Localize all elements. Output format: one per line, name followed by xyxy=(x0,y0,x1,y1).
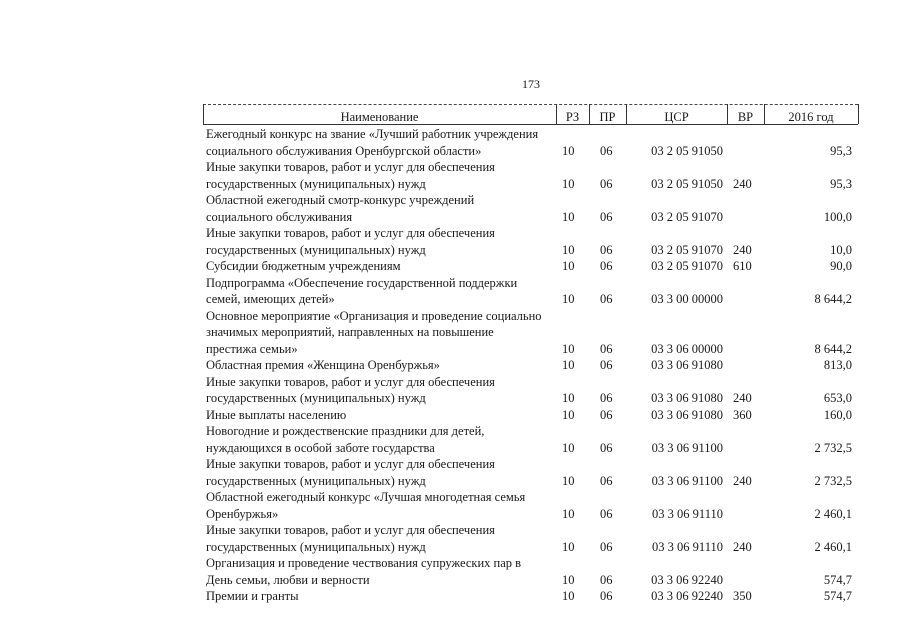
row-name-line: социального обслуживания xyxy=(206,209,353,224)
row-name-line: престижа семьи» xyxy=(206,341,298,356)
row-name-line: государственных (муниципальных) нужд xyxy=(206,473,426,488)
row-sum: 574,7 xyxy=(823,572,852,587)
row-pr: 06 xyxy=(600,506,613,521)
row-pr: 06 xyxy=(600,341,613,356)
row-csr: 03 3 00 00000 xyxy=(651,292,723,306)
row-csr: 03 3 06 91100 xyxy=(651,440,723,455)
row-pr: 06 xyxy=(600,407,613,422)
row-name-line: Областная премия «Женщина Оренбуржья» xyxy=(206,358,440,372)
row-name xyxy=(206,192,551,225)
table-row xyxy=(0,258,905,275)
row-sum: 160,0 xyxy=(823,407,852,422)
row-name xyxy=(206,258,551,275)
row-name-line: Подпрограмма «Обеспечение государственной поддержки xyxy=(206,275,518,290)
header-csr: ЦСР xyxy=(664,110,689,124)
row-csr: 03 3 06 91110 xyxy=(652,539,723,554)
row-sum: 813,0 xyxy=(823,358,852,372)
row-name-line: Иные закупки товаров, работ и услуг для обеспечения xyxy=(206,523,495,537)
row-rz: 10 xyxy=(562,176,575,191)
row-name-line: Иные выплаты населению xyxy=(206,407,347,422)
table-row xyxy=(0,423,905,456)
row-rz: 10 xyxy=(562,473,575,488)
row-pr: 06 xyxy=(600,589,613,603)
row-pr: 06 xyxy=(600,259,613,273)
row-vr: 240 xyxy=(733,391,752,405)
row-pr: 06 xyxy=(600,539,613,554)
table-row xyxy=(0,159,905,192)
row-sum: 2 732,5 xyxy=(814,440,852,455)
row-name xyxy=(206,555,551,588)
row-vr: 240 xyxy=(733,242,752,257)
row-sum: 8 644,2 xyxy=(814,292,852,306)
row-csr: 03 2 05 91070 xyxy=(651,259,723,273)
row-name xyxy=(206,407,551,424)
row-sum: 90,0 xyxy=(830,259,852,273)
row-sum: 653,0 xyxy=(823,391,852,405)
row-rz: 10 xyxy=(562,391,575,405)
header-pr: ПР xyxy=(599,110,616,124)
row-pr: 06 xyxy=(600,440,613,455)
row-vr: 360 xyxy=(733,407,752,422)
row-name-line: Оренбуржья» xyxy=(206,506,279,521)
row-name-line: Областной ежегодный конкурс «Лучшая многодетная семья xyxy=(206,490,526,504)
row-sum: 95,3 xyxy=(830,176,852,191)
row-name-line: Иные закупки товаров, работ и услуг для обеспечения xyxy=(206,374,495,389)
row-name-line: государственных (муниципальных) нужд xyxy=(206,176,426,191)
header-rz: РЗ xyxy=(565,110,580,124)
row-rz: 10 xyxy=(562,143,575,158)
header-divider xyxy=(858,104,859,124)
row-sum: 574,7 xyxy=(823,589,852,603)
row-vr: 350 xyxy=(733,589,752,603)
row-pr: 06 xyxy=(600,473,613,488)
row-rz: 10 xyxy=(562,407,575,422)
row-pr: 06 xyxy=(600,143,613,158)
row-sum: 2 460,1 xyxy=(814,539,852,554)
row-name-line: Организация и проведение чествования супружеских пар в xyxy=(206,556,522,570)
table-row xyxy=(0,357,905,374)
row-pr: 06 xyxy=(600,572,613,587)
row-name-line: Основное мероприятие «Организация и проведение социально xyxy=(206,308,542,323)
row-csr: 03 3 06 91080 xyxy=(651,391,723,405)
row-sum: 8 644,2 xyxy=(814,341,852,356)
row-name xyxy=(206,374,551,407)
table-row xyxy=(0,374,905,407)
row-name-line: Премии и гранты xyxy=(206,589,299,603)
row-rz: 10 xyxy=(562,242,575,257)
row-name xyxy=(206,489,551,522)
row-rz: 10 xyxy=(562,358,575,372)
row-rz: 10 xyxy=(562,506,575,521)
row-name-line: семей, имеющих детей» xyxy=(206,292,335,306)
row-name xyxy=(206,159,551,192)
row-name-line: социального обслуживания Оренбургской области» xyxy=(206,143,482,158)
row-name-line: Субсидии бюджетным учреждениям xyxy=(206,259,401,273)
header-vr: ВР xyxy=(737,110,754,124)
row-sum: 95,3 xyxy=(830,143,852,158)
row-name-line: нуждающихся в особой заботе государства xyxy=(206,440,435,455)
row-name xyxy=(206,225,551,258)
row-rz: 10 xyxy=(562,259,575,273)
row-sum: 2 732,5 xyxy=(814,473,852,488)
row-csr: 03 3 06 91080 xyxy=(651,358,723,372)
header-year: 2016 год xyxy=(788,110,834,124)
row-name-line: Иные закупки товаров, работ и услуг для обеспечения xyxy=(206,226,495,240)
row-csr: 03 2 05 91050 xyxy=(651,143,723,158)
row-rz: 10 xyxy=(562,539,575,554)
row-pr: 06 xyxy=(600,242,613,257)
row-pr: 06 xyxy=(600,358,613,372)
row-pr: 06 xyxy=(600,209,613,224)
row-pr: 06 xyxy=(600,176,613,191)
row-csr: 03 2 05 91070 xyxy=(651,209,723,224)
row-name-line: государственных (муниципальных) нужд xyxy=(206,242,426,257)
table-row xyxy=(0,308,905,358)
row-name xyxy=(206,456,551,489)
table-row xyxy=(0,522,905,555)
row-rz: 10 xyxy=(562,572,575,587)
row-csr: 03 3 06 92240 xyxy=(651,589,723,603)
row-vr: 610 xyxy=(733,259,752,273)
row-vr: 240 xyxy=(733,176,752,191)
table-row xyxy=(0,407,905,424)
row-csr: 03 2 05 91050 xyxy=(651,176,723,191)
row-rz: 10 xyxy=(562,292,575,306)
header-name: Наименование xyxy=(340,110,419,124)
row-pr: 06 xyxy=(600,391,613,405)
header-top-rule xyxy=(203,104,858,105)
row-sum: 100,0 xyxy=(823,209,852,224)
row-rz: 10 xyxy=(562,209,575,224)
row-name-line: Областной ежегодный смотр-конкурс учреждений xyxy=(206,193,475,207)
table-row xyxy=(0,489,905,522)
row-csr: 03 3 06 91100 xyxy=(651,473,723,488)
table-row xyxy=(0,555,905,588)
row-name xyxy=(206,588,551,605)
row-csr: 03 3 06 92240 xyxy=(651,572,723,587)
table-row xyxy=(0,225,905,258)
row-rz: 10 xyxy=(562,440,575,455)
row-rz: 10 xyxy=(562,589,575,603)
row-name xyxy=(206,522,551,555)
row-vr: 240 xyxy=(733,473,752,488)
row-pr: 06 xyxy=(600,292,613,306)
table-row xyxy=(0,456,905,489)
row-csr: 03 3 06 91110 xyxy=(652,506,723,521)
row-name xyxy=(206,308,551,358)
row-csr: 03 3 06 91080 xyxy=(651,407,723,422)
row-name-line: государственных (муниципальных) нужд xyxy=(206,539,426,554)
table-row xyxy=(0,588,905,605)
row-name-line: Новогодние и рождественские праздники для детей, xyxy=(206,424,485,438)
row-sum: 10,0 xyxy=(830,242,852,257)
table-row xyxy=(0,126,905,159)
row-name-line: День семьи, любви и верности xyxy=(206,572,370,587)
row-name-line: Иные закупки товаров, работ и услуг для обеспечения xyxy=(206,457,495,471)
row-sum: 2 460,1 xyxy=(814,506,852,521)
header-bottom-rule xyxy=(203,124,858,125)
page-number: 173 xyxy=(522,77,540,91)
table-row xyxy=(0,192,905,225)
row-vr: 240 xyxy=(733,539,752,554)
row-csr: 03 2 05 91070 xyxy=(651,242,723,257)
row-name-line: значимых мероприятий, направленных на повышение xyxy=(206,325,494,339)
row-name-line: Иные закупки товаров, работ и услуг для обеспечения xyxy=(206,160,495,174)
row-name xyxy=(206,423,551,456)
row-name xyxy=(206,126,551,159)
row-rz: 10 xyxy=(562,341,575,356)
row-csr: 03 3 06 00000 xyxy=(651,341,723,356)
row-name-line: Ежегодный конкурс на звание «Лучший работник учреждения xyxy=(206,127,539,141)
table-row xyxy=(0,275,905,308)
row-name-line: государственных (муниципальных) нужд xyxy=(206,391,426,405)
row-name xyxy=(206,275,551,308)
row-name xyxy=(206,357,551,374)
